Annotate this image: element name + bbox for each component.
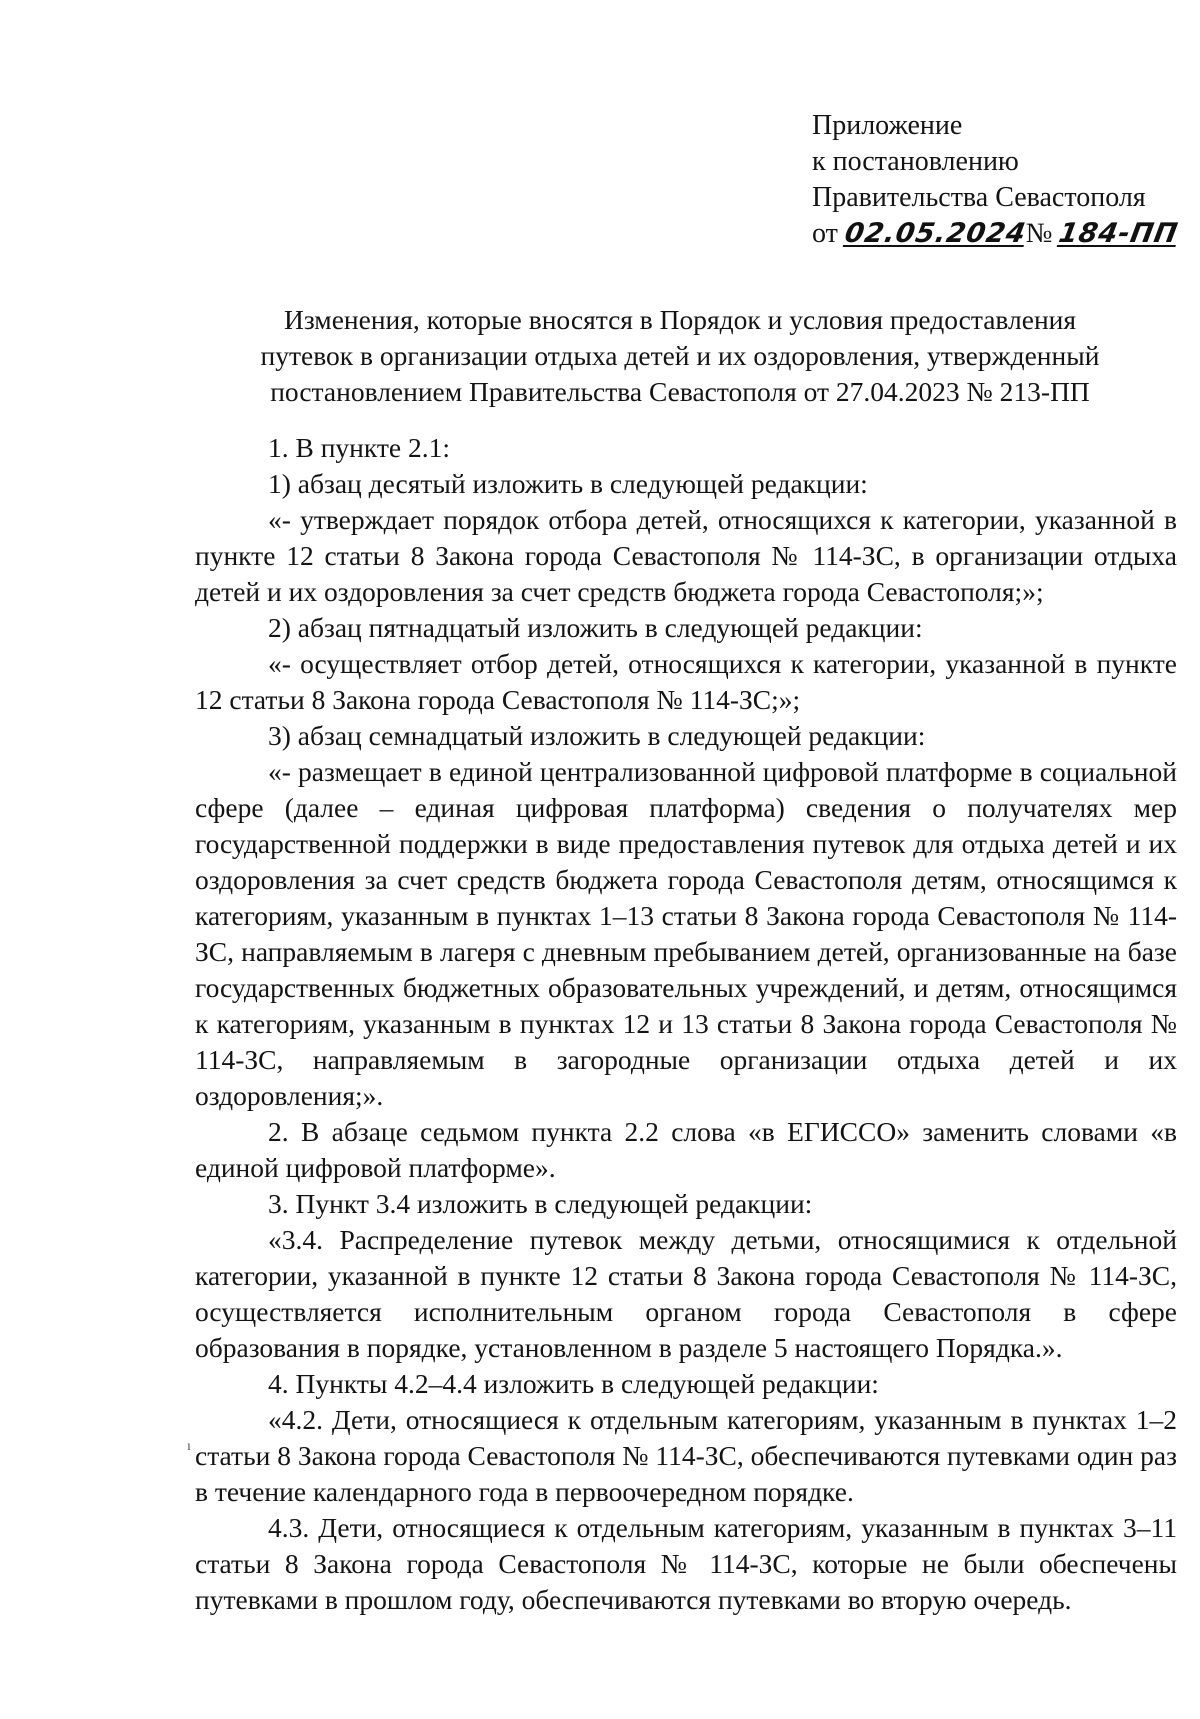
paragraph: 3) абзац семнадцатый изложить в следующей редакции: xyxy=(268,720,926,751)
paragraph: 1. В пункте 2.1: xyxy=(268,432,451,463)
paragraph: «3.4. Распределение путевок между детьми, относящимися к отдельной категории, указанной в пункте 12 статьи 8 Закона города Севастополя № 114-ЗС, осуществляется исполнительным органом города Севастополя в сфере образования в порядке, установленном в разделе 5 настоящего Порядка.». xyxy=(195,1224,1177,1363)
paragraph: «- размещает в единой централизованной цифровой платформе в социальной сфере (далее – единая цифровая платформа) сведения о получателях мер государственной поддержки в виде предоставления путевок для отдыха детей и их оздоровления за счет средств бюджета города Севастополя детям, относящимся к категориям, указанным в пунктах 1–13 статьи 8 Закона города Севастополя № 114-ЗС, направляемым в лагеря с дневным пребыванием детей, организованные на базе государственных бюджетных образовательных учреждений, и детям, относящимся к категориям, указанным в пунктах 12 и 13 статьи 8 Закона города Севастополя № 114-ЗС, направляемым в загородные организации отдыха детей и их оздоровления;». xyxy=(195,756,1177,1111)
paragraph: 2) абзац пятнадцатый изложить в следующей редакции: xyxy=(268,612,923,643)
paragraph: 2. В абзаце седьмом пункта 2.2 слова «в ЕГИССО» заменить словами «в единой цифровой платформе». xyxy=(195,1116,1177,1183)
paragraph: 1) абзац десятый изложить в следующей редакции: xyxy=(268,468,868,499)
appendix-line-3: Правительства Севастополя xyxy=(812,182,1146,213)
title-line-3: постановлением Правительства Севастополя от 27.04.2023 № 213-ПП xyxy=(270,376,1090,407)
paragraph: 4.3. Дети, относящиеся к отдельным категориям, указанным в пунктах 3–11 статьи 8 Закона города Севастополя № 114-ЗС, которые не были обеспечены путевками в прошлом году, обеспечиваются путевками во вторую очередь. xyxy=(195,1512,1177,1615)
date-prefix: от xyxy=(812,218,838,249)
handwritten-date: 02.05.2024 xyxy=(842,218,1029,249)
paragraph: «- осуществляет отбор детей, относящихся к категории, указанной в пункте 12 статьи 8 Закона города Севастополя № 114-ЗС;»; xyxy=(195,648,1177,715)
paragraph: 4. Пункты 4.2–4.4 изложить в следующей редакции: xyxy=(268,1368,879,1399)
number-prefix: № xyxy=(1025,218,1053,249)
appendix-line-2: к постановлению xyxy=(812,146,1019,177)
handwritten-number: 184-ПП xyxy=(1056,218,1181,249)
title-line-2: путевок в организации отдыха детей и их оздоровления, утвержденный xyxy=(260,340,1100,371)
document-body xyxy=(195,430,1177,1618)
title-line-1: Изменения, которые вносятся в Порядок и условия предоставления xyxy=(283,304,1077,335)
paragraph: «- утверждает порядок отбора детей, относящихся к категории, указанной в пункте 12 статьи 8 Закона города Севастополя № 114-ЗС, в организации отдыха детей и их оздоровления за счет средств бюджета города Севастополя;»; xyxy=(195,504,1177,607)
paragraph: «4.2. Дети, относящиеся к отдельным категориям, указанным в пунктах 1–2 статьи 8 Закона города Севастополя № 114-ЗС, обеспечиваются путевками один раз в течение календарного года в первоочередном порядке. xyxy=(195,1404,1177,1507)
scan-mark: ı xyxy=(187,1439,191,1454)
appendix-block xyxy=(812,108,1181,252)
paragraph: 3. Пункт 3.4 изложить в следующей редакции: xyxy=(268,1188,813,1219)
appendix-date-line xyxy=(812,216,1181,252)
document-title xyxy=(200,302,1160,410)
appendix-line-1: Приложение xyxy=(812,110,963,141)
